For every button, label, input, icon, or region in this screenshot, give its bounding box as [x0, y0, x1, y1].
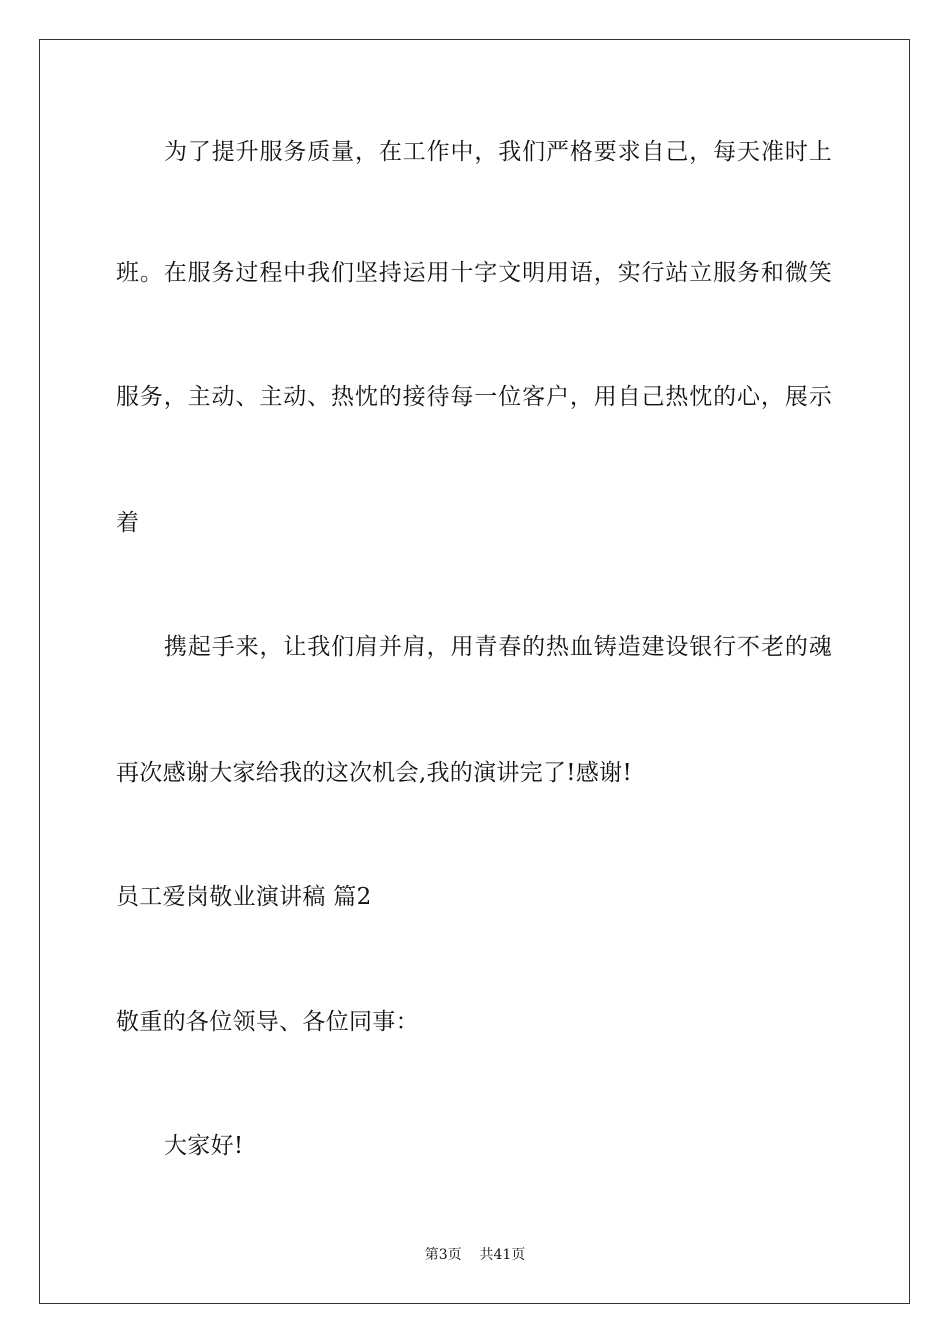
body-line-4: 着 — [116, 510, 140, 536]
body-line-6: 再次感谢大家给我的这次机会,我的演讲完了!感谢! — [116, 760, 632, 786]
body-line-2: 班。在服务过程中我们坚持运用十字文明用语，实行站立服务和微笑 — [116, 260, 832, 286]
page-frame — [39, 39, 910, 1304]
salutation: 敬重的各位领导、各位同事： — [116, 1009, 419, 1035]
body-line-3: 服务，主动、主动、热忱的接待每一位客户，用自己热忱的心，展示 — [116, 384, 832, 410]
body-line-5: 携起手来，让我们肩并肩，用青春的热血铸造建设银行不老的魂 — [164, 634, 832, 660]
page-footer: 第3页 共41页 — [424, 1247, 526, 1263]
section-heading: 员工爱岗敬业演讲稿 篇2 — [116, 884, 372, 910]
greeting: 大家好! — [164, 1133, 244, 1159]
body-line-1: 为了提升服务质量，在工作中，我们严格要求自己，每天准时上 — [164, 139, 832, 165]
